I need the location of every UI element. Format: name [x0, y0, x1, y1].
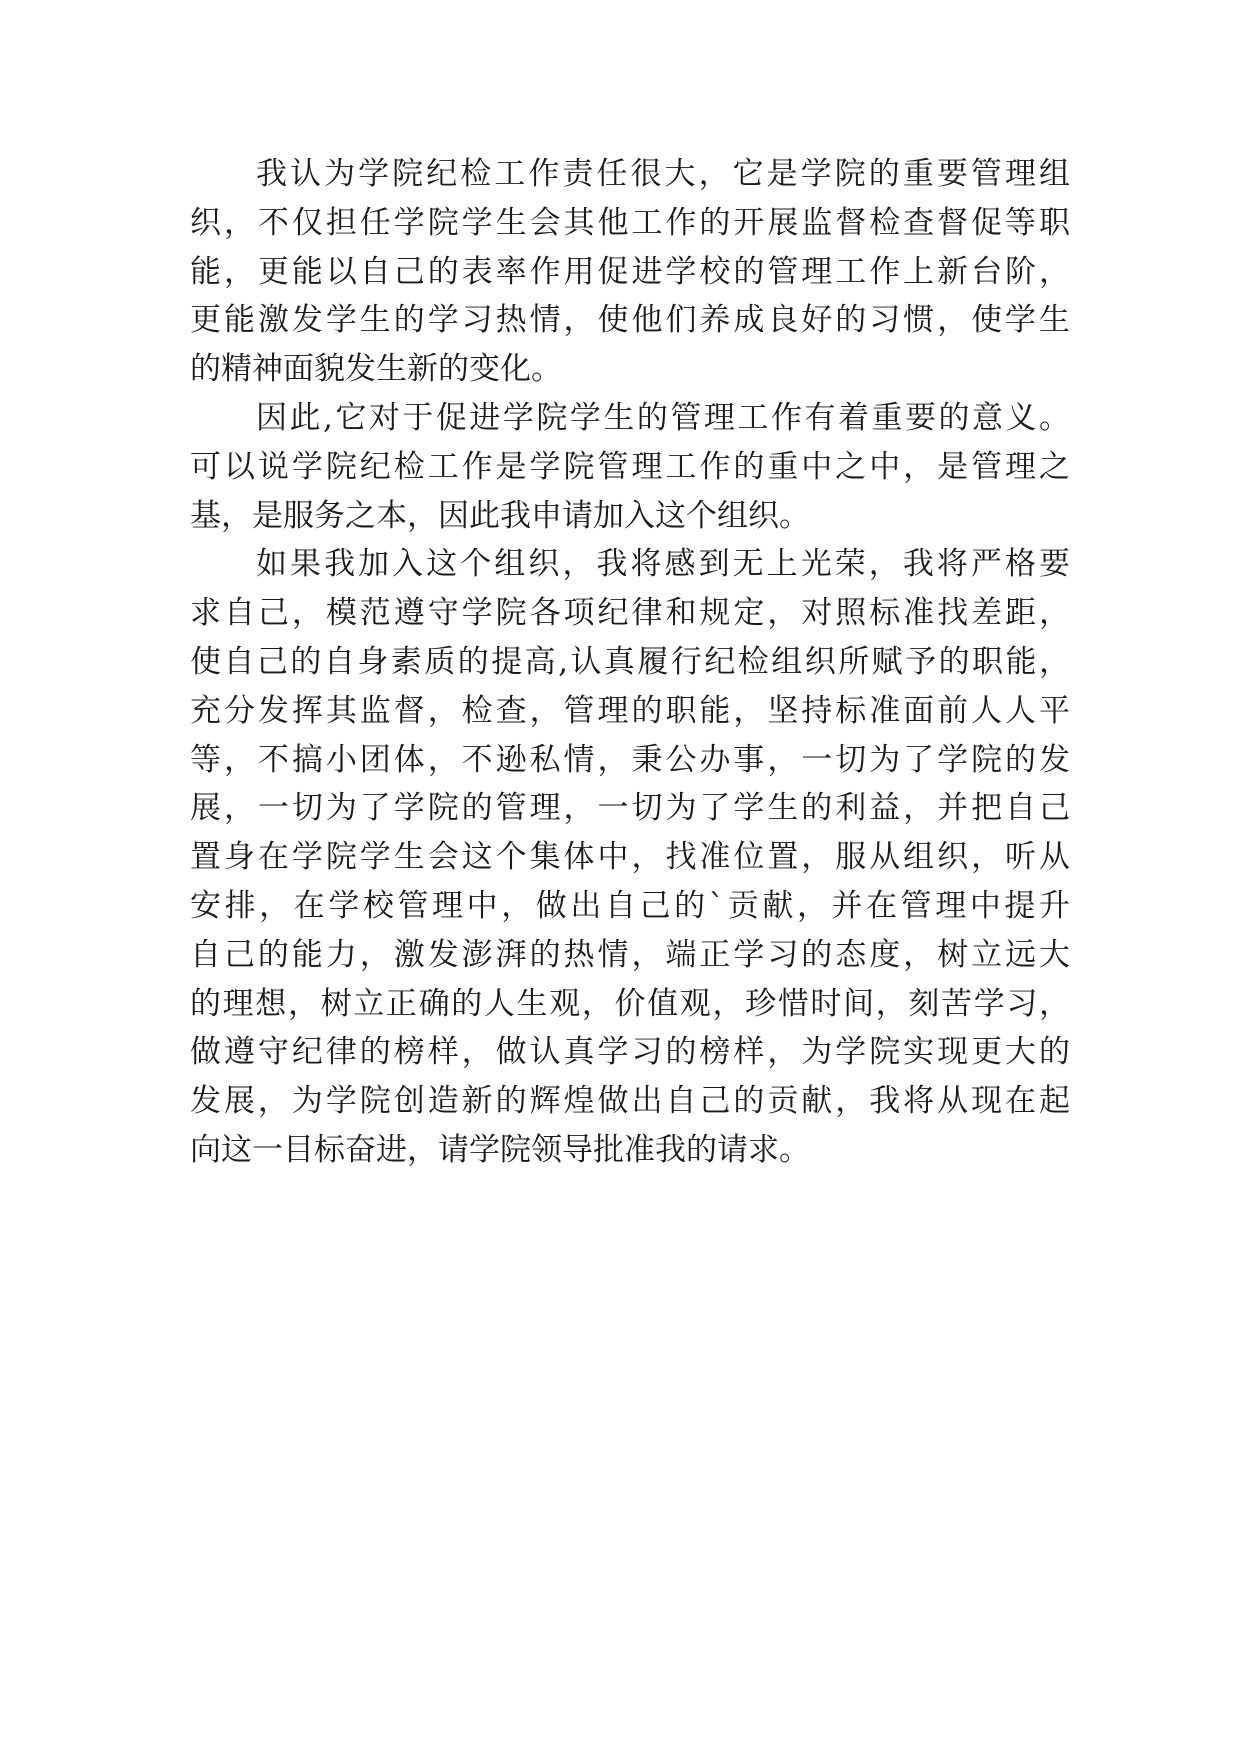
text-line: 织，不仅担任学院学生会其他工作的开展监督检查督促等职: [190, 204, 1070, 241]
text-line: 求自己，模范遵守学院各项纪律和规定，对照标准找差距，: [190, 595, 1070, 632]
text-line: 使自己的自身素质的提高,认真履行纪检组织所赋予的职能，: [190, 643, 1070, 680]
text-line: 如果我加入这个组织，我将感到无上光荣，我将严格要: [256, 546, 1070, 583]
text-line: 等，不搞小团体，不逊私情，秉公办事，一切为了学院的发: [190, 741, 1070, 778]
text-line: 向这一目标奋进，请学院领导批准我的请求。: [190, 1131, 810, 1168]
paragraph-2: [190, 394, 1070, 540]
text-line: 展，一切为了学院的管理，一切为了学生的利益，并把自己: [190, 790, 1070, 827]
paragraph-1: [190, 150, 1070, 394]
text-line: 因此,它对于促进学院学生的管理工作有着重要的意义。: [256, 399, 1070, 436]
document-body: [190, 150, 1070, 1175]
text-line: 自己的能力，激发澎湃的热情，端正学习的态度，树立远大: [190, 936, 1070, 973]
text-line: 能，更能以自己的表率作用促进学校的管理工作上新台阶，: [190, 253, 1070, 290]
text-line: 做遵守纪律的榜样，做认真学习的榜样，为学院实现更大的: [190, 1034, 1070, 1071]
text-line: 的理想，树立正确的人生观，价值观，珍惜时间，刻苦学习，: [190, 985, 1070, 1022]
text-line: 我认为学院纪检工作责任很大，它是学院的重要管理组: [256, 156, 1070, 192]
text-line: 的精神面貌发生新的变化。: [190, 351, 562, 388]
text-line: 更能激发学生的学习热情，使他们养成良好的习惯，使学生: [190, 302, 1070, 339]
text-line: 发展，为学院创造新的辉煌做出自己的贡献，我将从现在起: [190, 1083, 1070, 1120]
text-line: 置身在学院学生会这个集体中，找准位置，服从组织，听从: [190, 839, 1070, 876]
text-line: 充分发挥其监督，检查，管理的职能，坚持标准面前人人平: [190, 692, 1070, 729]
text-line: 安排，在学校管理中，做出自己的`贡献，并在管理中提升: [190, 887, 1070, 924]
text-line: 可以说学院纪检工作是学院管理工作的重中之中，是管理之: [190, 448, 1070, 485]
text-line: 基，是服务之本，因此我申请加入这个组织。: [190, 497, 810, 534]
paragraph-3: [190, 540, 1070, 1174]
